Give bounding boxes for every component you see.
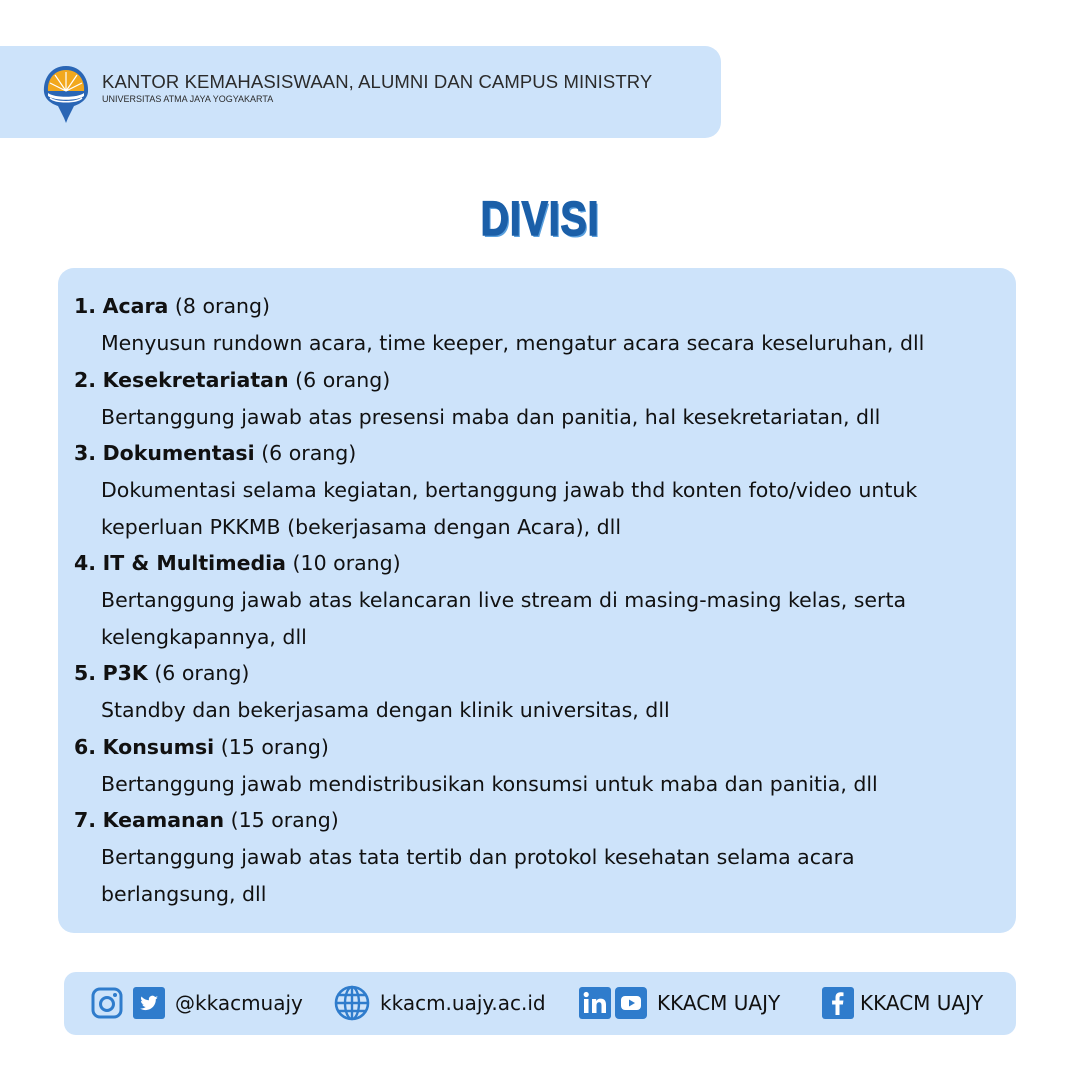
division-description: Standby dan bekerjasama dengan klinik universitas, dll (101, 698, 670, 722)
division-heading (74, 362, 1004, 399)
division-number: 5. (74, 661, 97, 685)
globe-icon (334, 985, 370, 1021)
division-description: Bertanggung jawab atas tata tertib dan protokol kesehatan selama acara berlangsung, dll (101, 845, 855, 906)
university-logo-icon (40, 62, 92, 124)
division-description: Bertanggung jawab atas presensi maba dan panitia, hal kesekretariatan, dll (101, 404, 881, 429)
footer-social-handle[interactable] (91, 985, 303, 1021)
division-heading (74, 288, 1004, 325)
footer-website[interactable] (334, 985, 546, 1021)
division-list (74, 288, 1004, 912)
division-number: 6. (74, 734, 97, 759)
division-name: P3K (102, 661, 148, 685)
footer-linkedin-youtube[interactable] (579, 985, 780, 1021)
division-number: 3. (74, 441, 97, 465)
division-item (74, 362, 1004, 436)
division-name: Kesekretariatan (102, 367, 289, 392)
division-number: 4. (74, 551, 97, 575)
division-count: (6 orang) (295, 367, 391, 392)
division-count: (6 orang) (154, 661, 250, 685)
twitter-icon[interactable] (133, 987, 165, 1019)
instagram-icon[interactable] (91, 987, 123, 1019)
division-number: 7. (74, 808, 97, 832)
division-heading (74, 545, 1004, 582)
division-number: 1. (74, 294, 97, 318)
linkedin-icon[interactable] (579, 987, 611, 1019)
division-item (74, 802, 1004, 912)
division-description: Bertanggung jawab mendistribusikan konsumsi untuk maba dan panitia, dll (101, 771, 878, 796)
facebook-text[interactable]: KKACM UAJY (860, 991, 984, 1015)
org-subtitle: UNIVERSITAS ATMA JAYA YOGYAKARTA (102, 94, 274, 104)
division-heading (74, 655, 1004, 692)
division-count: (15 orang) (230, 808, 339, 832)
division-name: Konsumsi (102, 734, 215, 759)
division-heading (74, 802, 1004, 839)
youtube-icon[interactable] (615, 987, 647, 1019)
division-count: (15 orang) (220, 734, 329, 759)
division-number: 2. (74, 367, 97, 392)
division-heading (74, 729, 1004, 766)
division-item (74, 655, 1004, 729)
division-description: Bertanggung jawab atas kelancaran live stream di masing-masing kelas, serta kelengkapannya, dll (101, 588, 907, 649)
division-name: Dokumentasi (102, 441, 255, 465)
division-item (74, 729, 1004, 803)
division-heading (74, 435, 1004, 472)
division-name: Acara (102, 294, 169, 318)
website-text[interactable]: kkacm.uajy.ac.id (380, 991, 546, 1015)
social-handle-text[interactable]: @kkacmuajy (175, 991, 303, 1015)
division-description: Dokumentasi selama kegiatan, bertanggung jawab thd konten foto/video untuk keperluan PKKMB (bekerjasama dengan Acara), dll (101, 478, 918, 539)
org-name: KANTOR KEMAHASISWAAN, ALUMNI DAN CAMPUS MINISTRY (102, 71, 653, 92)
division-count: (6 orang) (261, 441, 357, 465)
division-count: (8 orang) (174, 294, 271, 318)
division-name: IT & Multimedia (102, 551, 287, 575)
division-count: (10 orang) (292, 551, 401, 575)
facebook-icon[interactable] (822, 987, 854, 1019)
footer-facebook[interactable] (822, 985, 983, 1021)
division-description: Menyusun rundown acara, time keeper, mengatur acara secara keseluruhan, dll (101, 331, 925, 355)
division-name: Keamanan (102, 808, 225, 832)
linkedin-youtube-text[interactable]: KKACM UAJY (657, 991, 781, 1015)
page-title: DIVISI (480, 193, 600, 246)
division-item (74, 545, 1004, 655)
division-item (74, 435, 1004, 545)
division-item (74, 288, 1004, 362)
